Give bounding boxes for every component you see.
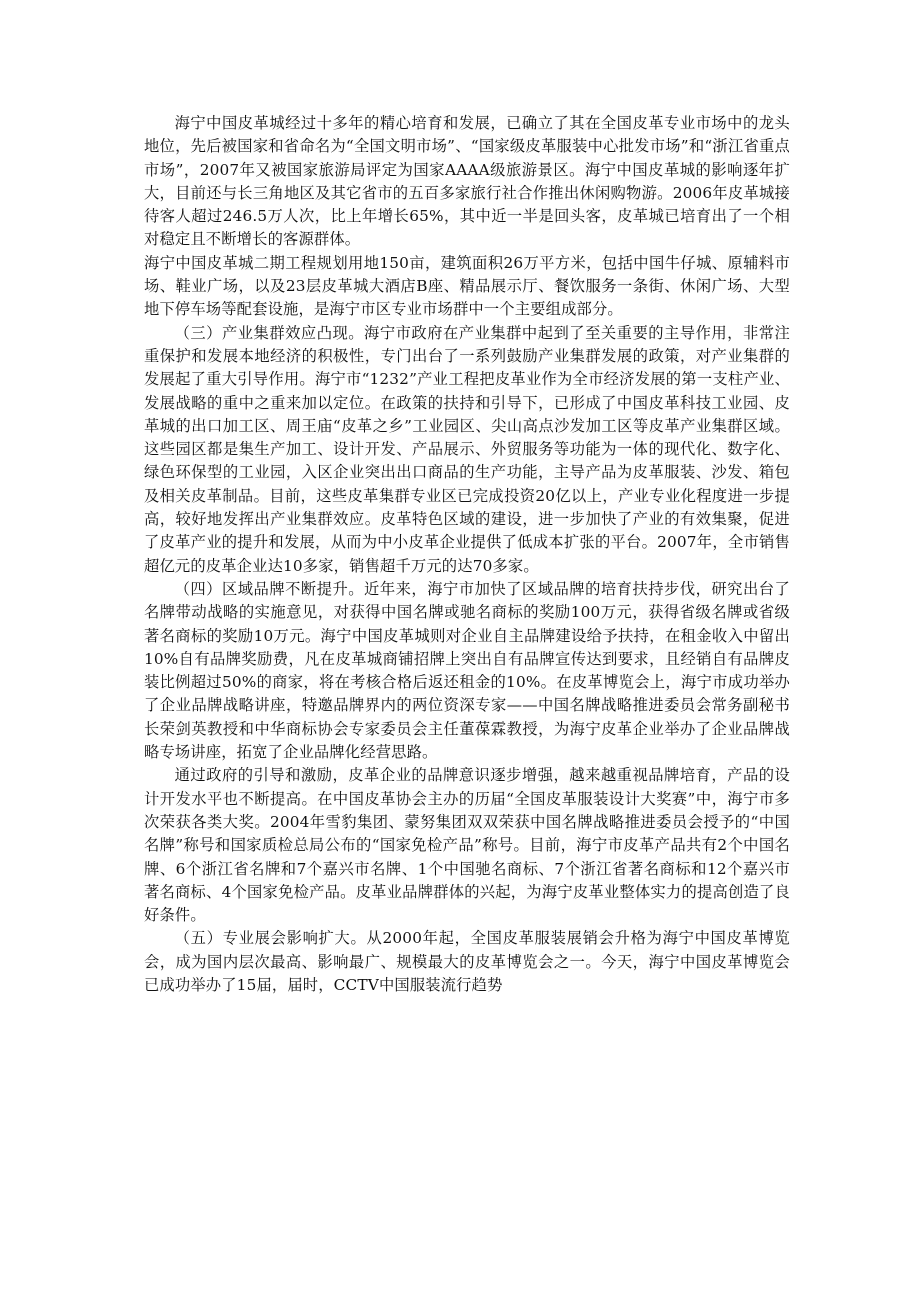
paragraph-brand-awareness: 通过政府的引导和激励，皮革企业的品牌意识逐步增强，越来越重视品牌培育，产品的设计开发水平也不断提高。在中国皮革协会主办的历届“全国皮革服装设计大奖赛”中，海宁市多次荣获各类大奖。2004年雪豹集团、蒙努集团双双荣获中国名牌战略推进委员会授予的“中国名牌”称号和国家质检总局公布的“国家免检产品”称号。目前，海宁市皮革产品共有2个中国名牌、6个浙江省名牌和7个嘉兴市名牌、1个中国驰名商标、7个浙江省著名商标和12个嘉兴市著名商标、4个国家免检产品。皮革业品牌群体的兴起，为海宁皮革业整体实力的提高创造了良好条件。 [144, 766, 790, 925]
paragraph-market-overview: 海宁中国皮革城经过十多年的精心培育和发展，已确立了其在全国皮革专业市场中的龙头地位，先后被国家和省命名为“全国文明市场”、“国家级皮革服装中心批发市场”和“浙江省重点市场”，2007年又被国家旅游局评定为国家AAAA级旅游景区。海宁中国皮革城的影响逐年扩大，目前还与长三角地区及其它省市的五百多家旅行社合作推出休闲购物游。2006年皮革城接待客人超过246.5万人次，比上年增长65%，其中近一半是回头客，皮革城已培育出了一个相对稳定且不断增长的客源群体。 [144, 114, 790, 249]
document-body [144, 112, 790, 997]
paragraph-trade-fair: （五）专业展会影响扩大。从2000年起，全国皮革服装展销会升格为海宁中国皮革博览会，成为国内层次最高、影响最广、规模最大的皮革博览会之一。今天，海宁中国皮革博览会已成功举办了15届，届时，CCTV中国服装流行趋势 [144, 929, 790, 994]
paragraph-phase-two-project: 海宁中国皮革城二期工程规划用地150亩，建筑面积26万平方米，包括中国牛仔城、原辅料市场、鞋业广场，以及23层皮革城大酒店B座、精品展示厅、餐饮服务一条街、休闲广场、大型地下停车场等配套设施，是海宁市区专业市场群中一个主要组成部分。 [144, 253, 790, 319]
paragraph-regional-brand: （四）区域品牌不断提升。近年来，海宁市加快了区域品牌的培育扶持步伐，研究出台了名牌带动战略的实施意见，对获得中国名牌或驰名商标的奖励100万元，获得省级名牌或省级著名商标的奖励10万元。海宁中国皮革城则对企业自主品牌建设给予扶持，在租金收入中留出10%自有品牌奖励费，凡在皮革城商铺招牌上突出自有品牌宣传达到要求，且经销自有品牌皮装比例超过50%的商家，将在考核合格后返还租金的10%。在皮革博览会上，海宁市成功举办了企业品牌战略讲座，特邀品牌界内的两位资深专家——中国名牌战略推进委员会常务副秘书长荣剑英教授和中华商标协会专家委员会主任董葆霖教授，为海宁皮革企业举办了企业品牌战略专场讲座，拓宽了企业品牌化经营思路。 [144, 579, 790, 762]
paragraph-industry-cluster: （三）产业集群效应凸现。海宁市政府在产业集群中起到了至关重要的主导作用，非常注重保护和发展本地经济的积极性，专门出台了一系列鼓励产业集群发展的政策，对产业集群的发展起了重大引导作用。海宁市“1232”产业工程把皮革业作为全市经济发展的第一支柱产业、发展战略的重中之重来加以定位。在政策的扶持和引导下，已形成了中国皮革科技工业园、皮革城的出口加工区、周王庙“皮革之乡”工业园区、尖山高点沙发加工区等皮革产业集群区域。这些园区都是集生产加工、设计开发、产品展示、外贸服务等功能为一体的现代化、数字化、绿色环保型的工业园，入区企业突出出口商品的生产功能，主导产品为皮革服装、沙发、箱包及相关皮革制品。目前，这些皮革集群专业区已完成投资20亿以上，产业专业化程度进一步提高，较好地发挥出产业集群效应。皮革特色区域的建设，进一步加快了产业的有效集聚，促进了皮革产业的提升和发展，从而为中小皮革企业提供了低成本扩张的平台。2007年，全市销售超亿元的皮革企业达10多家，销售超千万元的达70多家。 [144, 323, 790, 575]
